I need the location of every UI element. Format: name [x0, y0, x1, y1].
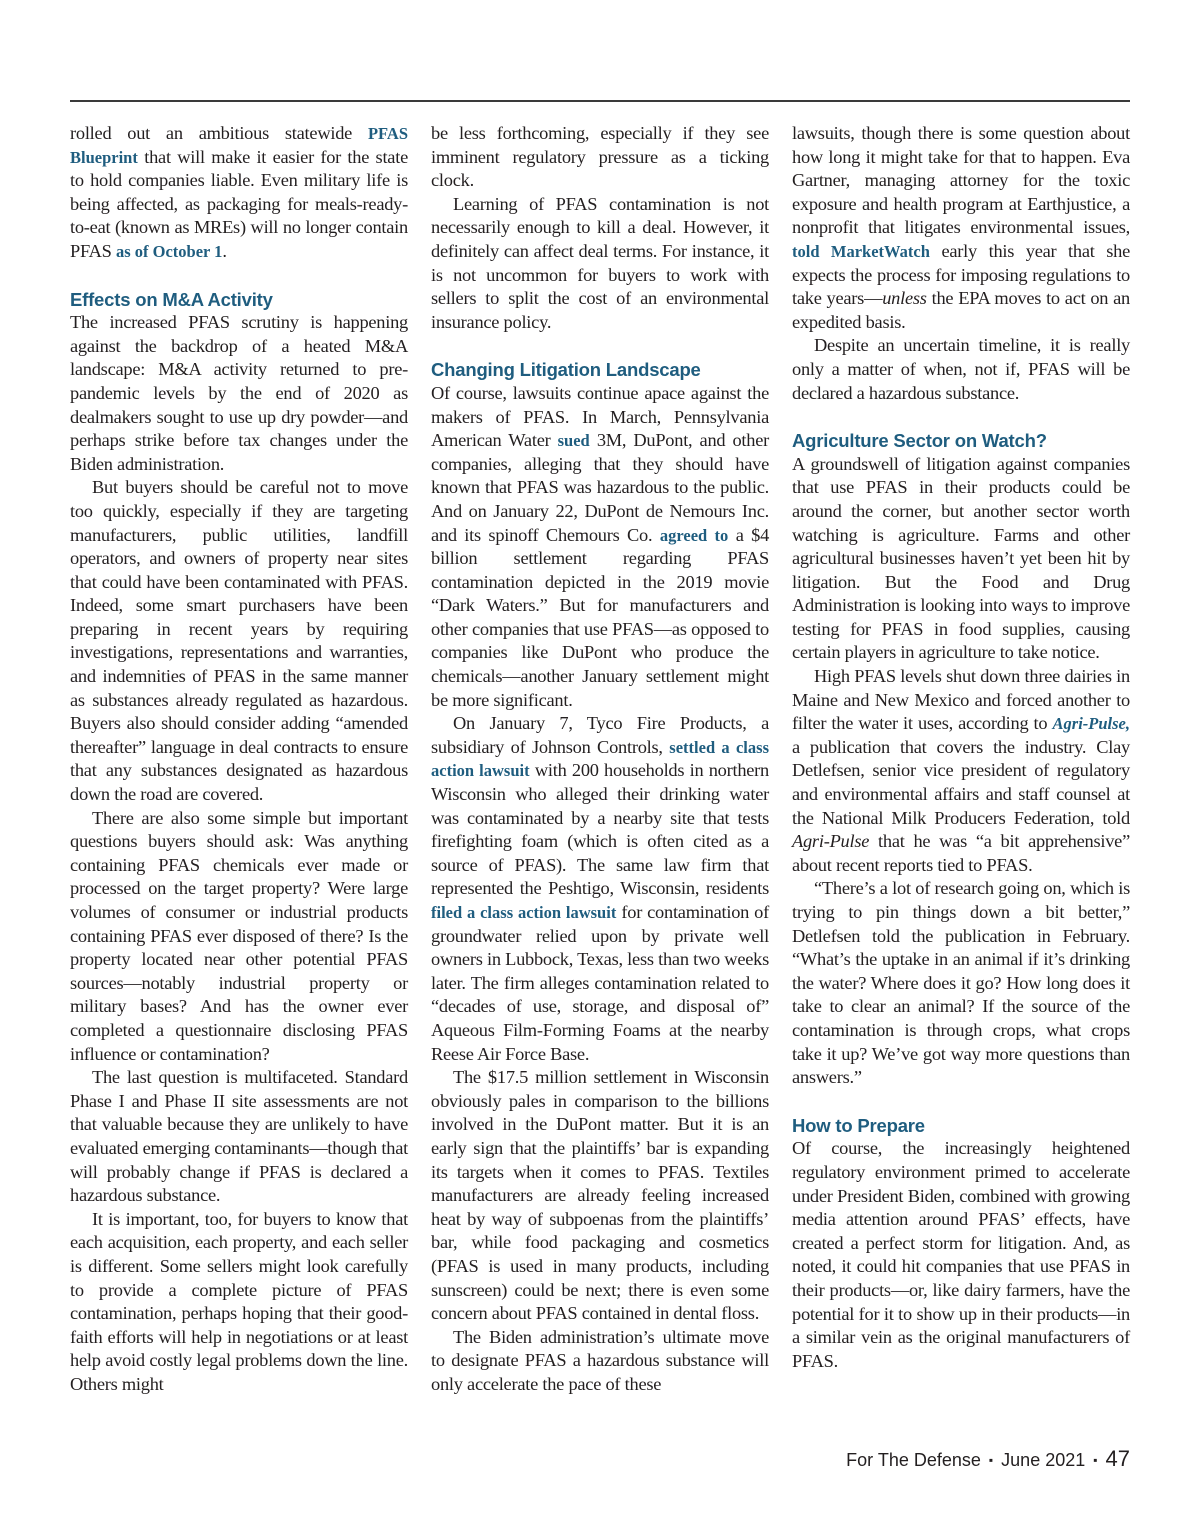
paragraph: “There’s a lot of research going on, which is trying to pin things down a bit better,” Detlefsen told the publication in February. “What’s the uptake in an animal if it’s drinking the water? Where does it go? How long does it take to clear an animal? If the source of the contamination is through crops, what crops take it up? We’ve got way more questions than answers.”: [792, 878, 1130, 1088]
page-number: 47: [1105, 1446, 1130, 1471]
paragraph: A groundswell of litigation against companies that use PFAS in their products could be around the corner, but another sector worth watching is agriculture. Farms and other agricultural businesses haven’t yet been hit by litigation. But the Food and Drug Administration is looking into ways to improve testing for PFAS in food supplies, causing certain players in agriculture to take notice.: [792, 453, 1130, 663]
paragraph: The increased PFAS scrutiny is happening against the backdrop of a heated M&A landscape: M&A activity returned to pre-pandemic levels by the end of 2020 as dealmakers sought to use up dry powder—and perhaps strike before tax changes under the Biden administration.: [70, 312, 408, 474]
paragraph: High PFAS levels shut down three dairies in Maine and New Mexico and forced another to filter the water it uses, according to Agri-Pulse, a publication that covers the industry. Clay Detlefsen, senior vice president of regulatory and environmental affairs and staff counsel at the National Milk Producers Federation, told Agri-Pulse that he was “a bit apprehensive” about recent reports tied to PFAS.: [792, 666, 1130, 875]
paragraph: The Biden administration’s ultimate move to designate PFAS a hazardous substance will only accelerate the pace of these: [431, 1326, 769, 1394]
column-2: [431, 122, 769, 1396]
paragraph: There are also some simple but important questions buyers should ask: Was anything containing PFAS chemicals ever made or processed on the target property? Were large volumes of consumer or industrial products containing PFAS ever disposed of there? Is the property located near other potential PFAS sources—notably industrial property or military bases? And has the owner ever completed a questionnaire disclosing PFAS influence or contamination?: [70, 807, 408, 1064]
paragraph: Of course, the increasingly heightened regulatory environment primed to accelerate under President Biden, combined with growing media attention around PFAS’ effects, have created a perfect storm for litigation. And, as noted, it could hit companies that use PFAS in their products—or, like dairy farmers, have the potential for it to show up in their products—in a similar vein as the original manufacturers of PFAS.: [792, 1138, 1130, 1371]
link-agreed-to[interactable]: agreed to: [659, 525, 729, 545]
bullet-separator: ▪: [1093, 1453, 1098, 1467]
link-pfas-blueprint[interactable]: PFAS Blueprint: [70, 124, 408, 167]
link-as-of-october-1[interactable]: as of October 1: [115, 241, 223, 261]
paragraph: It is important, too, for buyers to know that each acquisition, each property, and each seller is different. Some sellers might look carefully to provide a complete picture of PFAS contamination, perhaps hoping that their good-faith efforts will help in negotiations or at least help avoid costly legal problems down the line. Others might: [70, 1208, 408, 1394]
link-agri-pulse[interactable]: Agri-Pulse,: [1052, 714, 1130, 734]
paragraph: On January 7, Tyco Fire Products, a subsidiary of Johnson Controls, settled a class action lawsuit with 200 households in northern Wisconsin who alleged their drinking water was contaminated by a nearby site that tests firefighting foam (which is often cited as a source of PFAS). The same law firm that represented the Peshtigo, Wisconsin, residents filed a class action lawsuit for contamination of groundwater relied upon by private well owners in Lubbock, Texas, less than two weeks later. The firm alleges contamination related to “decades of use, storage, and disposal of” Aqueous Film-Forming Foams at the nearby Reese Air Force Base.: [431, 713, 770, 1064]
column-1: [70, 122, 408, 1396]
paragraph: rolled out an ambitious statewide PFAS Blueprint that will make it easier for the state to hold companies liable. Even military life is being affected, as packaging for meals-ready-to-eat (known as MREs) will no longer contain PFAS as of October 1.: [70, 123, 408, 261]
publication-name: For The Defense: [846, 1450, 981, 1470]
link-sued[interactable]: sued: [557, 431, 590, 451]
section-heading-litigation: Changing Litigation Landscape: [431, 359, 701, 381]
column-3: [792, 122, 1130, 1373]
section-heading-how-to-prepare: How to Prepare: [792, 1114, 925, 1136]
paragraph: Of course, lawsuits continue apace against the makers of PFAS. In March, Pennsylvania American Water sued 3M, DuPont, and other companies, alleging that they should have known that PFAS was hazardous to the public. And on January 22, DuPont de Nemours Inc. and its spinoff Chemours Co. agreed to a $4 billion settlement regarding PFAS contamination depicted in the 2019 movie “Dark Waters.” But for manufacturers and other companies that use PFAS—as opposed to companies like DuPont who produce the chemicals—another January settlement might be more significant.: [431, 382, 770, 710]
section-heading-ma-activity: Effects on M&A Activity: [70, 288, 273, 310]
paragraph: lawsuits, though there is some question about how long it might take for that to happen. Eva Gartner, managing attorney for the toxic exposure and health program at Earthjustice, a nonprofit that litigates environmental issues, told MarketWatch early this year that she expects the process for imposing regulations to take years—unless the EPA moves to act on an expedited basis.: [792, 123, 1131, 332]
link-settled-class-action[interactable]: settled a class action lawsuit: [431, 737, 769, 781]
paragraph: But buyers should be careful not to move too quickly, especially if they are targeting manufacturers, public utilities, landfill operators, and owners of property near sites that could have been contaminated with PFAS. Indeed, some smart purchasers have been preparing in recent years by requiring investigations, representations and warranties, and indemnities of PFAS in the same manner as substances already regulated as hazardous. Buyers also should consider adding “amended thereafter” language in deal contracts to ensure that any substances designated as hazardous down the road are covered.: [70, 477, 408, 805]
header-rule: [70, 100, 1130, 102]
issue-date: June 2021: [1001, 1450, 1086, 1470]
link-told-marketwatch[interactable]: told MarketWatch: [792, 241, 930, 261]
paragraph: be less forthcoming, especially if they see imminent regulatory pressure as a ticking clock.: [431, 123, 769, 191]
bullet-separator: ▪: [988, 1453, 994, 1467]
link-filed-class-action[interactable]: filed a class action lawsuit: [431, 903, 617, 922]
section-heading-agriculture: Agriculture Sector on Watch?: [792, 430, 1047, 452]
paragraph: The last question is multifaceted. Standard Phase I and Phase II site assessments are not that valuable because they are unlikely to have evaluated emerging contaminants—though that will probably change if PFAS is declared a hazardous substance.: [70, 1067, 408, 1206]
paragraph: Learning of PFAS contamination is not necessarily enough to kill a deal. However, it definitely can affect deal terms. For instance, it is not uncommon for buyers to work with sellers to split the cost of an environmental insurance policy.: [431, 193, 769, 332]
page-footer: [846, 1446, 1130, 1472]
paragraph: The $17.5 million settlement in Wisconsin obviously pales in comparison to the billions involved in the DuPont matter. But it is an early sign that the plaintiffs’ bar is expanding its targets when it comes to PFAS. Textiles manufacturers are already feeling increased heat by way of subpoenas from the plaintiffs’ bar, while food packaging and cosmetics (PFAS is used in many products, including sunscreen) could be next; there is even some concern about PFAS contained in dental floss.: [431, 1067, 769, 1324]
paragraph: Despite an uncertain timeline, it is really only a matter of when, not if, PFAS will be declared a hazardous substance.: [792, 335, 1130, 403]
